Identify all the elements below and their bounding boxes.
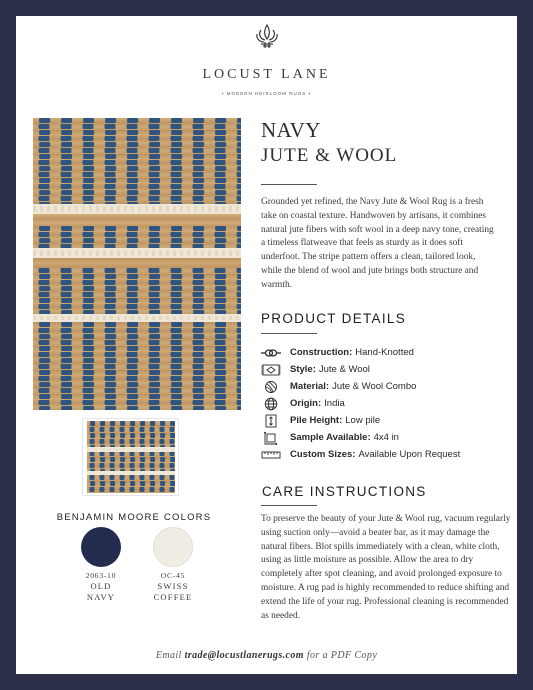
product-title-line1: NAVY: [261, 118, 321, 142]
rug-thumbnail[interactable]: [82, 418, 179, 496]
color-label-swiss-coffee: OC-45 SWISS COFFEE: [153, 571, 193, 602]
product-title: [261, 117, 397, 169]
care-divider: [261, 505, 317, 506]
title-divider: [261, 184, 317, 185]
care-text: To preserve the beauty of your Jute & Wool rug, vacuum regularly using suction only—avoid a beater bar, as it may damage the natural fibers. Blot spills immediately with a clean, white cloth, using as little moisture as possible. Allow the area to dry completely after spot cleaning, and avoid prolonged exposure to moisture. A rug pad is highly recommended to reduce shifting and extend the life of your rug. Professional cleaning is recommended as needed.: [261, 514, 511, 621]
details-list: [260, 344, 510, 463]
detail-row-custom-sizes: Custom Sizes: Available Upon Request: [260, 446, 510, 463]
product-title-line2: JUTE & WOOL: [261, 145, 398, 166]
detail-row-pile-height: Pile Height: Low pile: [260, 412, 510, 429]
brand-name: LOCUST LANE: [202, 67, 331, 82]
brand-tagline: • MODERN HEIRLOOM RUGS •: [221, 91, 312, 96]
detail-row-style: Style: Jute & Wool: [260, 361, 510, 378]
color-label-old-navy: 2063-10 OLD NAVY: [85, 571, 117, 602]
product-description: Grounded yet refined, the Navy Jute & Wool Rug is a fresh take on coastal texture. Handwoven by artisans, it combines natural jute fibers with soft wool in a deep navy tone, creating a timeless flatweave that feels as sturdy as it does soft underfoot. The stripe pattern offers a clean, tailored look, while the blend of wool and jute brings both structure and warmth.: [261, 197, 494, 290]
rug-thumbnail-pattern: [87, 421, 175, 493]
color-swatch-swiss-coffee: [153, 527, 193, 567]
detail-row-sample: Sample Available: 4x4 in: [260, 429, 510, 446]
rug-main-photo: [33, 118, 241, 410]
fleur-crest-icon: [252, 22, 282, 52]
details-heading: PRODUCT DETAILS: [261, 311, 407, 326]
details-divider: [261, 333, 317, 334]
detail-row-material: Material: Jute & Wool Combo: [260, 378, 510, 395]
yarn-ball-icon: [260, 380, 282, 394]
footer-contact: Email trade@locustlanerugs.com for a PDF Copy: [155, 650, 378, 661]
color-swatch-old-navy: [81, 527, 121, 567]
globe-icon: [260, 397, 282, 411]
trade-email-link[interactable]: trade@locustlanerugs.com: [184, 650, 304, 661]
custom-size-icon: [260, 448, 282, 462]
detail-row-construction: Construction: Hand-Knotted: [260, 344, 510, 361]
colors-heading: BENJAMIN MOORE COLORS: [56, 512, 212, 523]
pile-height-icon: [260, 414, 282, 428]
rug-pattern-icon: [260, 363, 282, 377]
brand-logo: [0, 22, 533, 52]
care-heading: CARE INSTRUCTIONS: [262, 484, 427, 499]
knot-icon: [260, 346, 282, 360]
rug-weave-pattern: [33, 118, 241, 410]
sample-size-icon: [260, 431, 282, 445]
detail-row-origin: Origin: India: [260, 395, 510, 412]
